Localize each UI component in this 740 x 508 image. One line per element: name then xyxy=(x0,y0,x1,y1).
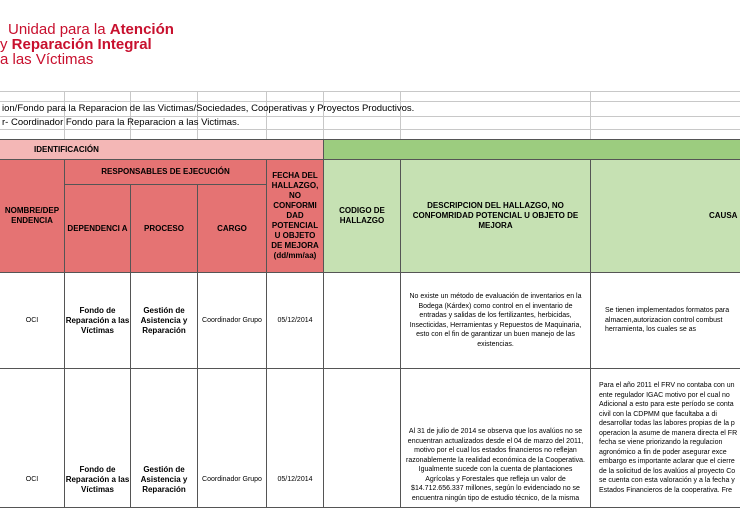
table-cell-nombre: OCI xyxy=(0,368,65,508)
table-cell-cargo: Coordinador Grupo xyxy=(197,272,267,369)
table-cell-causa: Para el año 2011 el FRV no contaba con un ente regulador IGAC motivo por el cual no Adicional a esto para este período se conta civil con la CDPMM que facultaba a di desarrollar todas las labores propias de la p operacion la asume de manera directa el FR fecha se viene priorizando la regulacion agronómico a fin de poder asegurar exce embargo es importante aclarar que el cierre de la solicitud de los avalúos al proyecto Co se cuenta con esta valoración y a la fecha y Estados Financieros de la cooperativa. Fre xyxy=(590,368,740,508)
green-header-band xyxy=(323,139,740,160)
logo-line-2: y Reparación Integral xyxy=(0,36,152,53)
grid-line xyxy=(323,91,324,139)
descripcion-header: DESCRIPCION DEL HALLAZGO, NO CONFOMRIDAD POTENCIAL U OBJETO DE MEJORA xyxy=(400,159,591,273)
grid-line xyxy=(0,91,740,92)
info-line-1: ion/Fondo para la Reparacion de las Victimas/Sociedades, Cooperativas y Proyectos Productivos. xyxy=(2,103,415,114)
grid-line xyxy=(400,91,401,139)
dependencia-header: DEPENDENCI A xyxy=(64,184,131,273)
proceso-header: PROCESO xyxy=(130,184,198,273)
table-cell-dependencia: Fondo de Reparación a las Víctimas xyxy=(64,272,131,369)
causa-header: CAUSA xyxy=(590,159,740,273)
responsables-header: RESPONSABLES DE EJECUCIÓN xyxy=(64,159,267,185)
table-cell-dependencia: Fondo de Reparación a las Víctimas xyxy=(64,368,131,508)
fecha-header: FECHA DEL HALLAZGO, NO CONFORMI DAD POTENCIAL U OBJETO DE MEJORA (dd/mm/aa) xyxy=(266,159,324,273)
grid-line xyxy=(130,91,131,139)
table-cell-fecha: 05/12/2014 xyxy=(266,272,324,369)
table-cell-nombre: OCI xyxy=(0,272,65,369)
codigo-header: CODIGO DE HALLAZGO xyxy=(323,159,401,273)
table-cell-cargo: Coordinador Grupo xyxy=(197,368,267,508)
table-cell-descripcion: Al 31 de julio de 2014 se observa que los avalúos no se encuentran actualizados desde el 04 de marzo del 2011, motivo por el cual los estados financieros no reflejan razonablemente la realidad económica de la Cooperativa. Igualmente sucede con la cuenta de plantaciones Agrícolas y Forestales que refleja un valor de $14.712.656.337 millones, según lo evidenciado no se encuentra ningún tipo de estudio técnico, de la misma xyxy=(400,368,591,508)
table-cell-codigo xyxy=(323,272,401,369)
grid-line xyxy=(64,91,65,139)
logo-line-1: Unidad para la Atención xyxy=(8,21,174,38)
grid-line xyxy=(0,101,740,102)
table-cell-descripcion: No existe un método de evaluación de inventarios en la Bodega (Kárdex) como control en el inventario de entradas y salidas de los fertilizantes, herbicidas, Insecticidas, Herramientas y Repuestos de Maquinaria, esto con el fin de garantizar un buen manejo de las existencias. xyxy=(400,272,591,369)
identificacion-header: IDENTIFICACIÓN xyxy=(0,139,324,160)
grid-line xyxy=(266,91,267,139)
table-cell-fecha: 05/12/2014 xyxy=(266,368,324,508)
table-cell-causa: Se tienen implementados formatos para almacen,autorizacion control combust herramienta, los cuales se as xyxy=(590,272,740,369)
table-cell-proceso: Gestión de Asistencia y Reparación xyxy=(130,368,198,508)
logo-line-3: a las Víctimas xyxy=(0,51,94,68)
info-line-2: r- Coordinador Fondo para la Reparacion a las Victimas. xyxy=(2,117,240,128)
grid-line xyxy=(590,91,591,139)
table-cell-proceso: Gestión de Asistencia y Reparación xyxy=(130,272,198,369)
cargo-header: CARGO xyxy=(197,184,267,273)
nombre-dependencia-header: NOMBRE/DEP ENDENCIA xyxy=(0,159,65,273)
grid-line xyxy=(0,129,740,130)
grid-line xyxy=(197,91,198,139)
table-cell-codigo xyxy=(323,368,401,508)
